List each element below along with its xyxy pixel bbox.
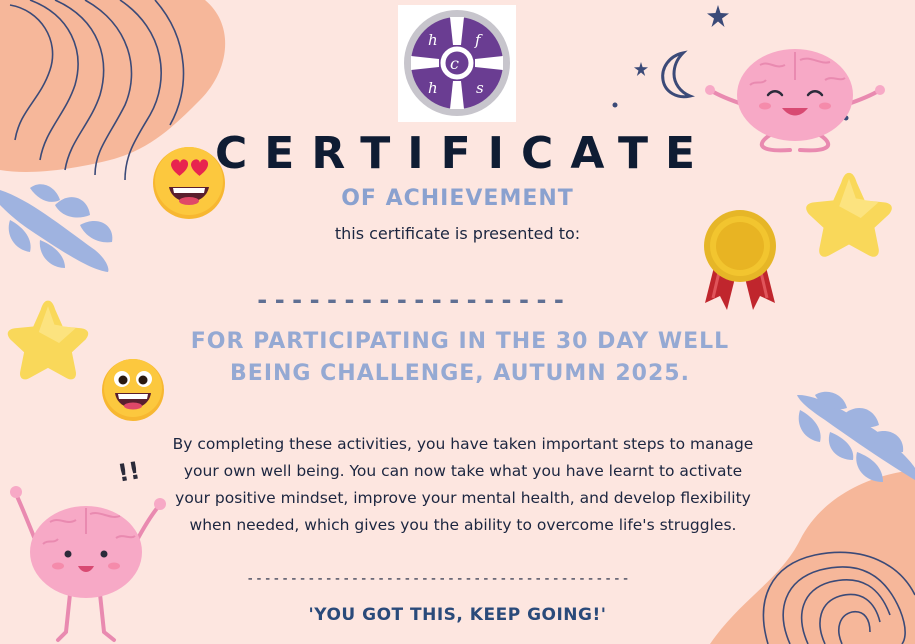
exclaim-marks: !! bbox=[115, 456, 143, 488]
logo-letter-c: c bbox=[450, 54, 459, 73]
grinning-emoji-icon bbox=[100, 357, 166, 423]
motto-text: 'YOU GOT THIS, KEEP GOING!' bbox=[308, 605, 607, 625]
logo-letter-s: s bbox=[476, 79, 484, 97]
star-icon bbox=[634, 62, 648, 76]
certificate-title: CERTIFICATE bbox=[214, 128, 713, 179]
presented-to-text: this certificate is presented to: bbox=[334, 224, 581, 243]
star-icon bbox=[707, 5, 729, 27]
star-icon bbox=[800, 168, 898, 268]
star-icon bbox=[2, 296, 94, 390]
achievement-body-text: By completing these activities, you have taken important steps to manage your own well being. You can now take what you have learnt to activate your positive mindset, improve your mental health, and develop flexibility when needed, which gives you the ability to overcome life's struggles. bbox=[172, 435, 754, 534]
participation-text: FOR PARTICIPATING IN THE 30 DAY WELL BEING CHALLENGE, AUTUMN 2025. bbox=[190, 329, 730, 386]
moon-icon bbox=[655, 50, 697, 100]
sparkle-dots bbox=[610, 100, 630, 120]
logo-letter-f: f bbox=[475, 31, 481, 49]
school-logo bbox=[398, 5, 516, 122]
signature-line: -------------------------------------------- bbox=[246, 571, 631, 587]
logo-letter-h: h bbox=[428, 31, 438, 49]
logo-emblem-icon bbox=[398, 5, 516, 122]
logo-letter-h2: h bbox=[428, 79, 438, 97]
certificate-subtitle: OF ACHIEVEMENT bbox=[341, 186, 574, 211]
leaf-icon bbox=[795, 390, 915, 490]
recipient-name-line: ------------------ bbox=[255, 286, 570, 314]
